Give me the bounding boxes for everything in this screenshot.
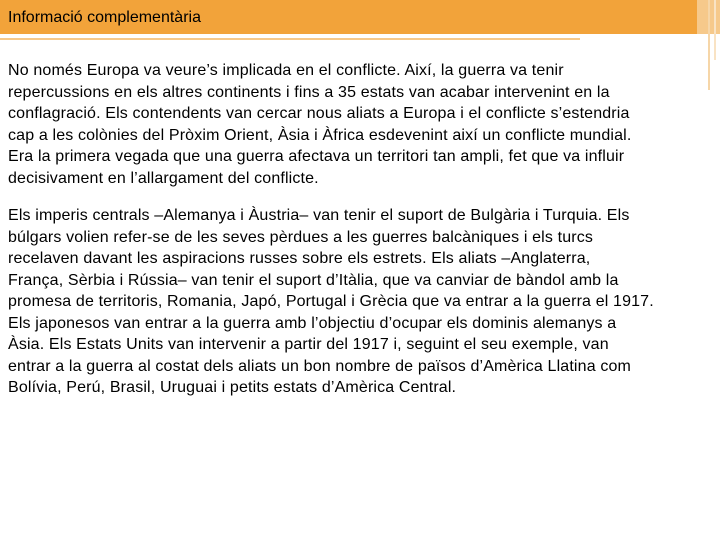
title-underline [0,38,580,40]
slide-body [8,60,720,399]
paragraph-1: No només Europa va veure’s implicada en el conflicte. Així, la guerra va tenir repercussions en els altres continents i fins a 35 estats van acabar intervenint en la conflagració. Els contendents van cercar nous aliats a Europa i el conflicte s’estendria cap a les colònies del Pròxim Orient, Àsia i Àfrica esdevenint així un conflicte mundial. Era la primera vegada que una guerra afectava un territori tan ampli, fet que va influir decisivament en l’allargament del conflicte. [8,62,632,187]
decorative-line [714,0,716,60]
paragraph-2: Els imperis centrals –Alemanya i Àustria– van tenir el suport de Bulgària i Turquia. Els búlgars volien refer-se de les seves pèrdues a les guerres balcàniques i els turcs recelaven davant les aspiracions russes sobre els estrets. Els aliats –Anglaterra, França, Sèrbia i Rússia– van tenir el suport d’Itàlia, que va canviar de bàndol amb la promesa de territoris, Romania, Japó, Portugal i Grècia que va entrar a la guerra el 1917. Els japonesos van entrar a la guerra amb l’objectiu d’ocupar els dominis alemanys a Àsia. Els Estats Units van intervenir a partir del 1917 i, seguint el seu exemple, van entrar a la guerra al costat dels aliats un bon nombre de països d’Amèrica Llatina com Bolívia, Perú, Brasil, Uruguai i petits estats d’Amèrica Central. [8,207,654,396]
slide-title: Informació complementària [8,9,201,26]
